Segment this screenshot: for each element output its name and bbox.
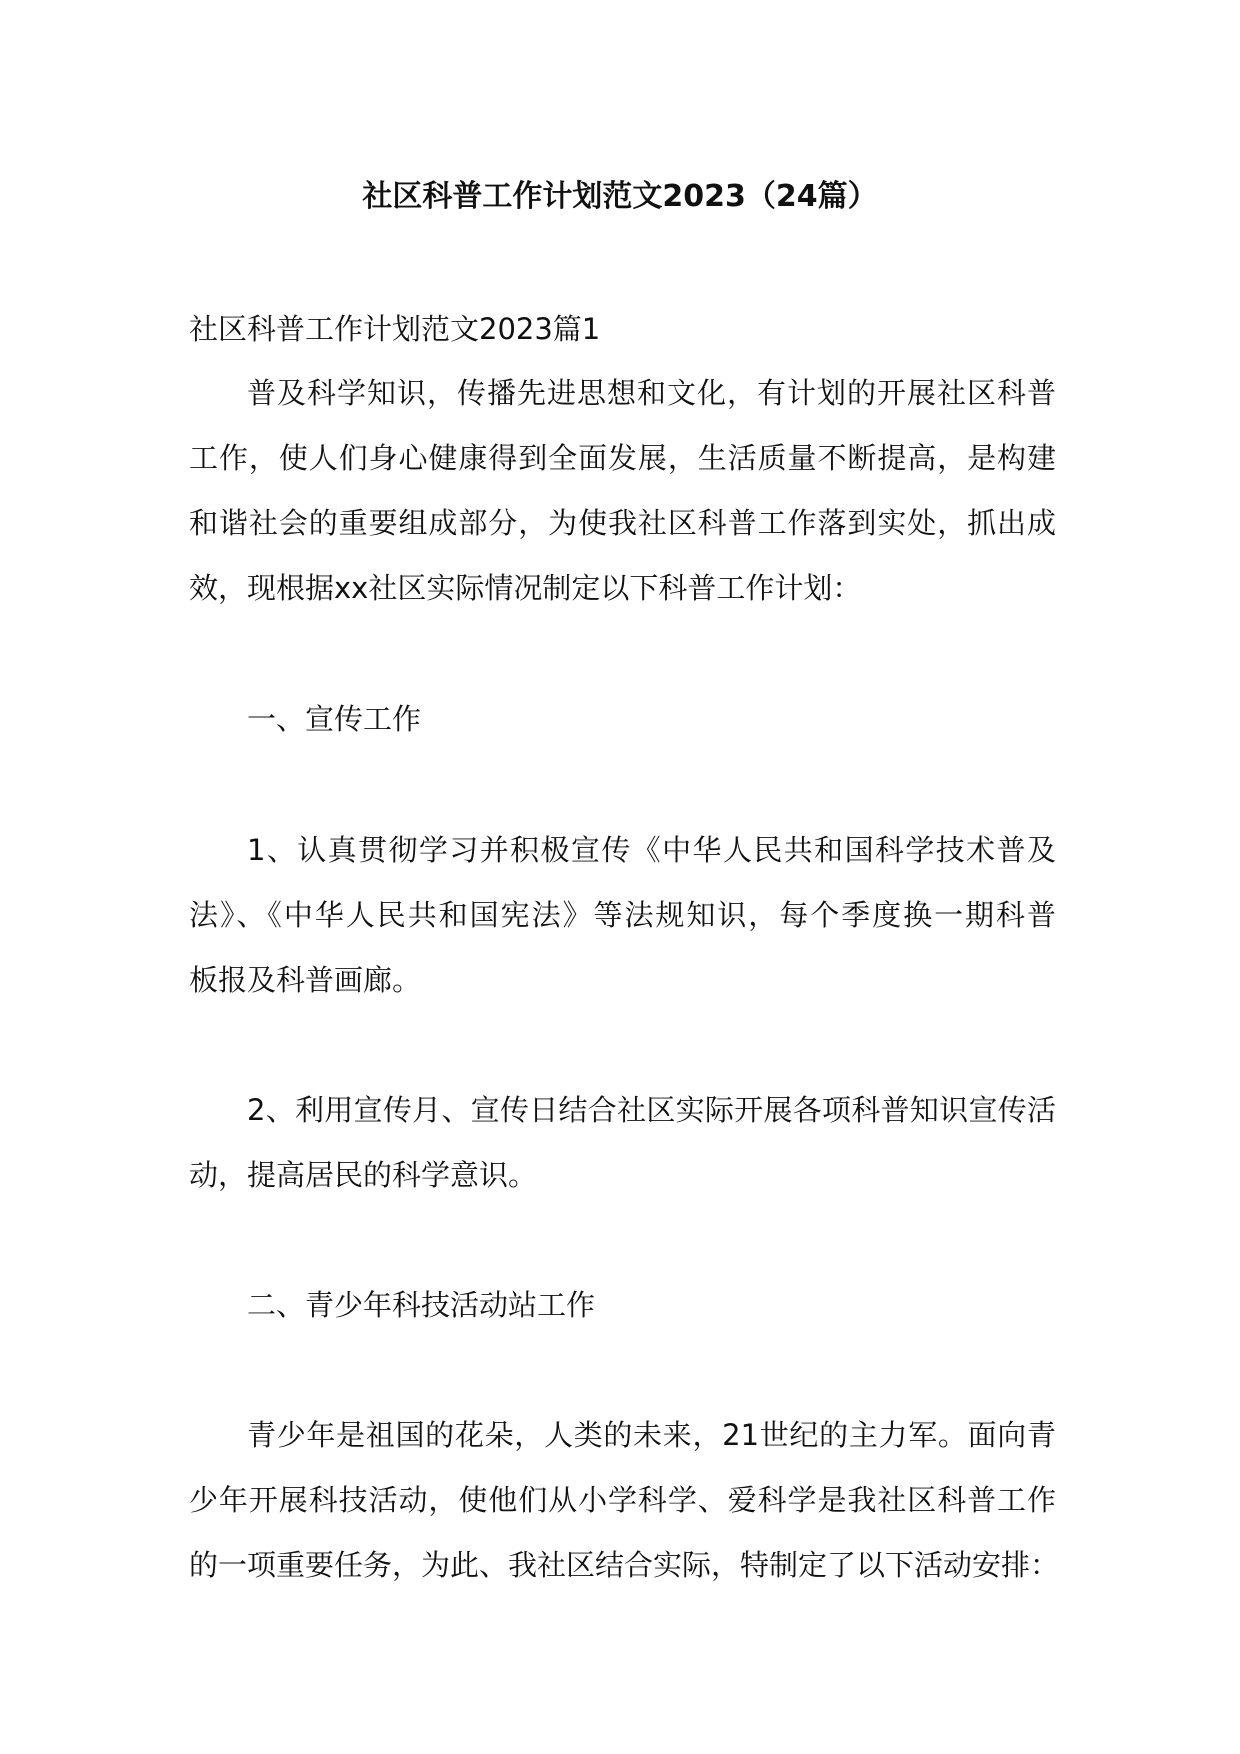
item-2 bbox=[189, 1090, 1056, 1220]
intro-paragraph bbox=[189, 373, 1056, 633]
paragraph-line: 板报及科普画廊。 bbox=[189, 963, 422, 997]
paragraph-line: 动，提高居民的科学意识。 bbox=[189, 1158, 538, 1192]
paragraph-line: 1、认真贯彻学习并积极宣传《中华人民共和国科学技术普及 bbox=[247, 833, 1056, 867]
heading-youth bbox=[189, 1285, 1056, 1350]
paragraph-line: 法》、《中华人民共和国宪法》等法规知识，每个季度换一期科普 bbox=[189, 898, 1056, 932]
paragraph-line: 工作，使人们身心健康得到全面发展，生活质量不断提高，是构建 bbox=[189, 441, 1056, 475]
paragraph-line: 青少年是祖国的花朵，人类的未来，21世纪的主力军。面向青 bbox=[247, 1418, 1056, 1452]
heading-text: 二、青少年科技活动站工作 bbox=[247, 1288, 596, 1322]
paragraph-line: 2、利用宣传月、宣传日结合社区实际开展各项科普知识宣传活 bbox=[247, 1093, 1056, 1127]
youth-paragraph bbox=[189, 1415, 1060, 1610]
heading-text: 一、宣传工作 bbox=[247, 702, 422, 736]
subtitle-text: 社区科普工作计划范文2023篇1 bbox=[189, 312, 601, 346]
paragraph-line: 普及科学知识，传播先进思想和文化，有计划的开展社区科普 bbox=[247, 376, 1056, 410]
paragraph-line: 和谐社会的重要组成部分，为使我社区科普工作落到实处，抓出成 bbox=[189, 506, 1056, 540]
paragraph-line: 的一项重要任务，为此、我社区结合实际，特制定了以下活动安排： bbox=[189, 1548, 1060, 1582]
paragraph-line: 少年开展科技活动，使他们从小学科学、爱科学是我社区科普工作 bbox=[189, 1483, 1056, 1517]
item-1 bbox=[189, 830, 1056, 1025]
paragraph-line: 效，现根据xx社区实际情况制定以下科普工作计划： bbox=[189, 571, 862, 605]
document-title: 社区科普工作计划范文2023（24篇） bbox=[362, 179, 878, 214]
section-subtitle bbox=[189, 309, 1056, 374]
heading-publicity bbox=[189, 699, 1056, 764]
